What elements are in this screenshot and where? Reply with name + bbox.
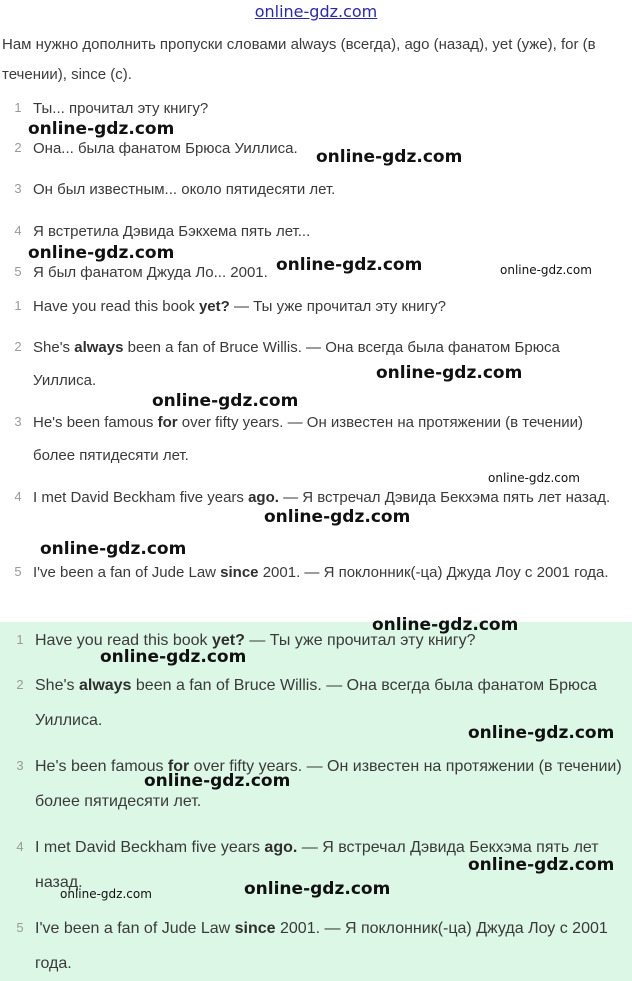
task-number: 1 [14, 100, 22, 115]
watermark: online-gdz.com [40, 539, 187, 559]
answer-number: 1 [14, 298, 22, 313]
answer-number: 4 [14, 489, 22, 504]
final-answer-number: 3 [16, 758, 24, 773]
answer-keyword: yet? [212, 632, 245, 649]
watermark: online-gdz.com [244, 879, 391, 899]
task-number: 3 [14, 181, 22, 196]
watermark: online-gdz.com [152, 391, 299, 411]
watermark: online-gdz.com [372, 615, 519, 635]
answer-keyword: yet? [198, 298, 230, 315]
final-answer-text: I met David Beckham five years ago. — Я встречал Дэвида Бекхэма пять лет назад. [35, 839, 599, 891]
answer-keyword: always [78, 677, 132, 694]
watermark: online-gdz.com [144, 771, 291, 791]
final-answer-text: He's been famous for over fifty years. — Он известен на протяжении (в течении) более пятидесяти лет. [35, 758, 622, 810]
task-number: 5 [14, 264, 22, 279]
answer-number: 2 [14, 339, 22, 354]
task-number: 2 [14, 140, 22, 155]
final-answer-text: She's always been a fan of Bruce Willis. — Она всегда была фанатом Брюса Уиллиса. [35, 677, 597, 729]
watermark: online-gdz.com [28, 243, 175, 263]
final-answer-number: 4 [16, 839, 24, 854]
answer-text: I've been a fan of Jude Law since 2001. — Я поклонник(-ца) Джуда Лоу с 2001 года. [33, 564, 609, 581]
final-answer-number: 2 [16, 677, 24, 692]
answer-text: She's always been a fan of Bruce Willis. — Она всегда была фанатом Брюса Уиллиса. [33, 339, 560, 389]
task-text: Я встретила Дэвида Бэкхема пять лет... [33, 223, 311, 240]
answer-keyword: for [157, 414, 178, 431]
answer-keyword: since [234, 920, 276, 937]
answer-number: 3 [14, 414, 22, 429]
answer-number: 5 [14, 564, 22, 579]
watermark: online-gdz.com [60, 887, 152, 901]
final-answer-number: 5 [16, 920, 24, 935]
task-text: Я был фанатом Джуда Ло... 2001. [33, 264, 268, 281]
answer-keyword: always [74, 339, 124, 356]
site-link[interactable]: online-gdz.com [254, 2, 378, 21]
watermark: online-gdz.com [468, 723, 615, 743]
task-text: Она... была фанатом Брюса Уиллиса. [33, 140, 298, 157]
task-text: Ты... прочитал эту книгу? [33, 100, 209, 117]
answer-text: I met David Beckham five years ago. — Я встречал Дэвида Бекхэма пять лет назад. [33, 489, 611, 506]
watermark: online-gdz.com [316, 147, 463, 167]
watermark: online-gdz.com [376, 363, 523, 383]
answer-keyword: ago. [248, 489, 279, 506]
watermark: online-gdz.com [100, 647, 247, 667]
task-number: 4 [14, 223, 22, 238]
final-answer-text: Have you read this book yet? — Ты уже прочитал эту книгу? [35, 632, 476, 649]
watermark: online-gdz.com [500, 263, 592, 277]
final-answer-number: 1 [16, 632, 24, 647]
final-answer-text: I've been a fan of Jude Law since 2001. — Я поклонник(-ца) Джуда Лоу с 2001 года. [35, 920, 608, 972]
watermark: online-gdz.com [468, 855, 615, 875]
answer-text: He's been famous for over fifty years. — Он известен на протяжении (в течении) более пятидесяти лет. [33, 414, 584, 464]
watermark: online-gdz.com [488, 471, 580, 485]
watermark: online-gdz.com [276, 255, 423, 275]
task-text: Он был известным... около пятидесяти лет. [33, 181, 336, 198]
answer-keyword: for [167, 758, 190, 775]
final-answer-box [0, 622, 632, 981]
watermark: online-gdz.com [28, 119, 175, 139]
answer-keyword: since [220, 564, 259, 581]
watermark: online-gdz.com [264, 507, 411, 527]
intro-text: Нам нужно дополнить пропуски словами always (всегда), ago (назад), yet (уже), for (в течении), since (с). [2, 36, 596, 83]
answer-text: Have you read this book yet? — Ты уже прочитал эту книгу? [33, 298, 446, 315]
answer-keyword: ago. [264, 839, 298, 856]
